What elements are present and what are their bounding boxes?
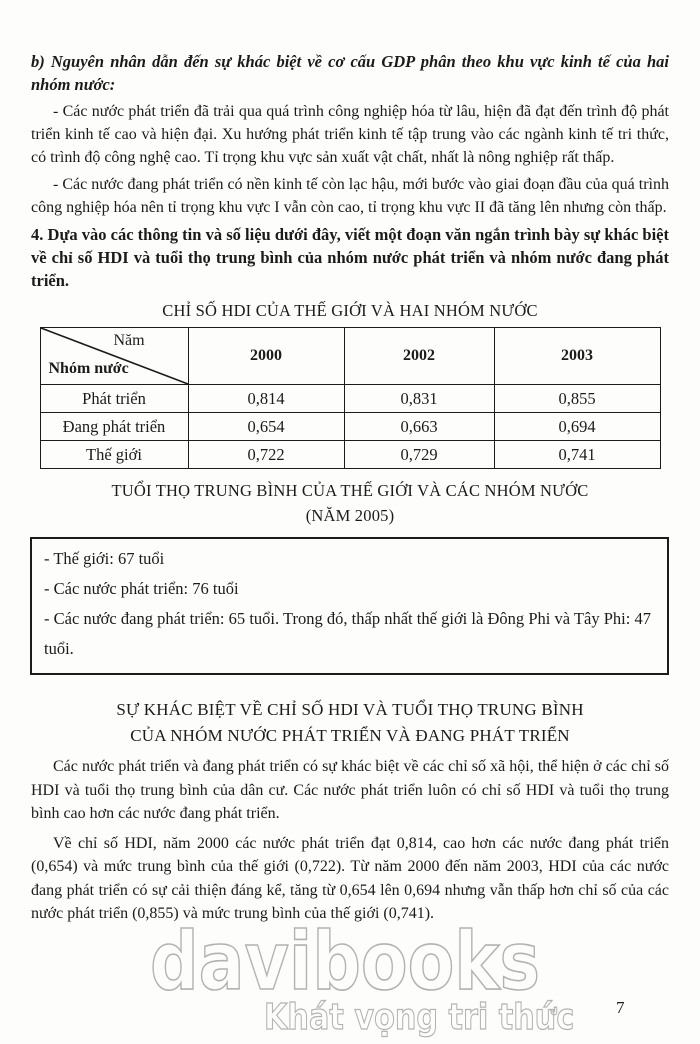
essay-paragraph-2: Về chỉ số HDI, năm 2000 các nước phát triển đạt 0,814, cao hơn các nước đang phát triển (0,654) và mức trung bình của thế giới (0,722). Từ năm 2000 đến năm 2003, HDI của các nước đang phát triển có sự cải thiện đáng kể, tăng từ 0,654 lên 0,694 nhưng vẫn thấp hơn chỉ số của các nước phát triển (0,855) và mức trung bình của thế giới (0,741). <box>31 834 669 922</box>
hdi-value: 0,741 <box>494 441 660 469</box>
page-content <box>31 50 669 926</box>
life-expectancy-title: TUỔI THỌ TRUNG BÌNH CỦA THẾ GIỚI VÀ CÁC NHÓM NƯỚC <box>111 481 589 500</box>
table-row-developing <box>40 413 660 441</box>
row-label: Phát triển <box>40 385 188 413</box>
table-row-world <box>40 441 660 469</box>
essay-title-line1: SỰ KHÁC BIỆT VỀ CHỈ SỐ HDI VÀ TUỔI THỌ TRUNG BÌNH <box>116 700 584 719</box>
developed-countries-paragraph: - Các nước phát triển đã trải qua quá trình công nghiệp hóa từ lâu, hiện đã đạt đến trình độ phát triển kinh tế cao và hiện đại. Xu hướng phát triển kinh tế tập trung vào các ngành kinh tế tri thức, có trình độ công nghệ cao. Tỉ trọng khu vực sản xuất vật chất, nhất là nông nghiệp rất thấp. <box>31 103 669 166</box>
life-expectancy-subtitle: (NĂM 2005) <box>305 506 395 525</box>
developing-countries-paragraph: - Các nước đang phát triển có nền kinh tế còn lạc hậu, mới bước vào giai đoạn đầu của quá trình công nghiệp hóa nên tỉ trọng khu vực I vẫn còn cao, tỉ trọng khu vực II đã tăng lên nhưng còn thấp. <box>31 176 669 216</box>
hdi-value: 0,663 <box>344 413 494 441</box>
life-expectancy-item-developing: - Các nước đang phát triển: 65 tuổi. Trong đó, thấp nhất thế giới là Đông Phi và Tây Phi: 47 tuổi. <box>44 609 651 658</box>
hdi-table-title: CHỈ SỐ HDI CỦA THẾ GIỚI VÀ HAI NHÓM NƯỚC <box>162 301 538 320</box>
year-header-2000: 2000 <box>188 328 344 385</box>
davibooks-watermark: davibooks <box>150 915 541 1008</box>
life-expectancy-item-developed: - Các nước phát triển: 76 tuổi <box>44 579 239 598</box>
row-label: Thế giới <box>40 441 188 469</box>
year-header-2003: 2003 <box>494 328 660 385</box>
year-header-2002: 2002 <box>344 328 494 385</box>
hdi-value: 0,729 <box>344 441 494 469</box>
table-row-developed <box>40 385 660 413</box>
hdi-value: 0,814 <box>188 385 344 413</box>
life-expectancy-item-world: - Thế giới: 67 tuổi <box>44 549 165 568</box>
corner-label-year: Năm <box>113 332 145 349</box>
corner-cell <box>40 328 188 385</box>
section-b-heading: b) Nguyên nhân dẫn đến sự khác biệt về cơ cấu GDP phân theo khu vực kinh tế của hai nhóm nước: <box>31 52 669 94</box>
essay-title-line2: CỦA NHÓM NƯỚC PHÁT TRIỂN VÀ ĐANG PHÁT TRIỂN <box>130 726 570 745</box>
life-expectancy-box <box>30 537 669 675</box>
hdi-value: 0,722 <box>188 441 344 469</box>
hdi-value: 0,855 <box>494 385 660 413</box>
watermark-slogan: Khát vọng tri thức <box>264 997 575 1038</box>
essay-paragraph-1: Các nước phát triển và đang phát triển có sự khác biệt về các chỉ số xã hội, thể hiện ở các chỉ số HDI và tuổi thọ trung bình của dân cư. Các nước phát triển luôn có chỉ số HDI và tuổi thọ trung bình cao hơn các nước đang phát triển. <box>31 758 669 822</box>
task-4-heading: 4. Dựa vào các thông tin và số liệu dưới đây, viết một đoạn văn ngắn trình bày sự khác biệt về chỉ số HDI và tuổi thọ trung bình của nhóm nước phát triển và nhóm nước đang phát triển. <box>31 225 669 290</box>
hdi-value: 0,654 <box>188 413 344 441</box>
hdi-table <box>40 327 661 469</box>
hdi-value: 0,831 <box>344 385 494 413</box>
page-number: 7 <box>616 998 625 1017</box>
hdi-table-header-row <box>40 328 660 385</box>
hdi-value: 0,694 <box>494 413 660 441</box>
row-label: Đang phát triển <box>40 413 188 441</box>
corner-label-group: Nhóm nước <box>48 360 129 377</box>
